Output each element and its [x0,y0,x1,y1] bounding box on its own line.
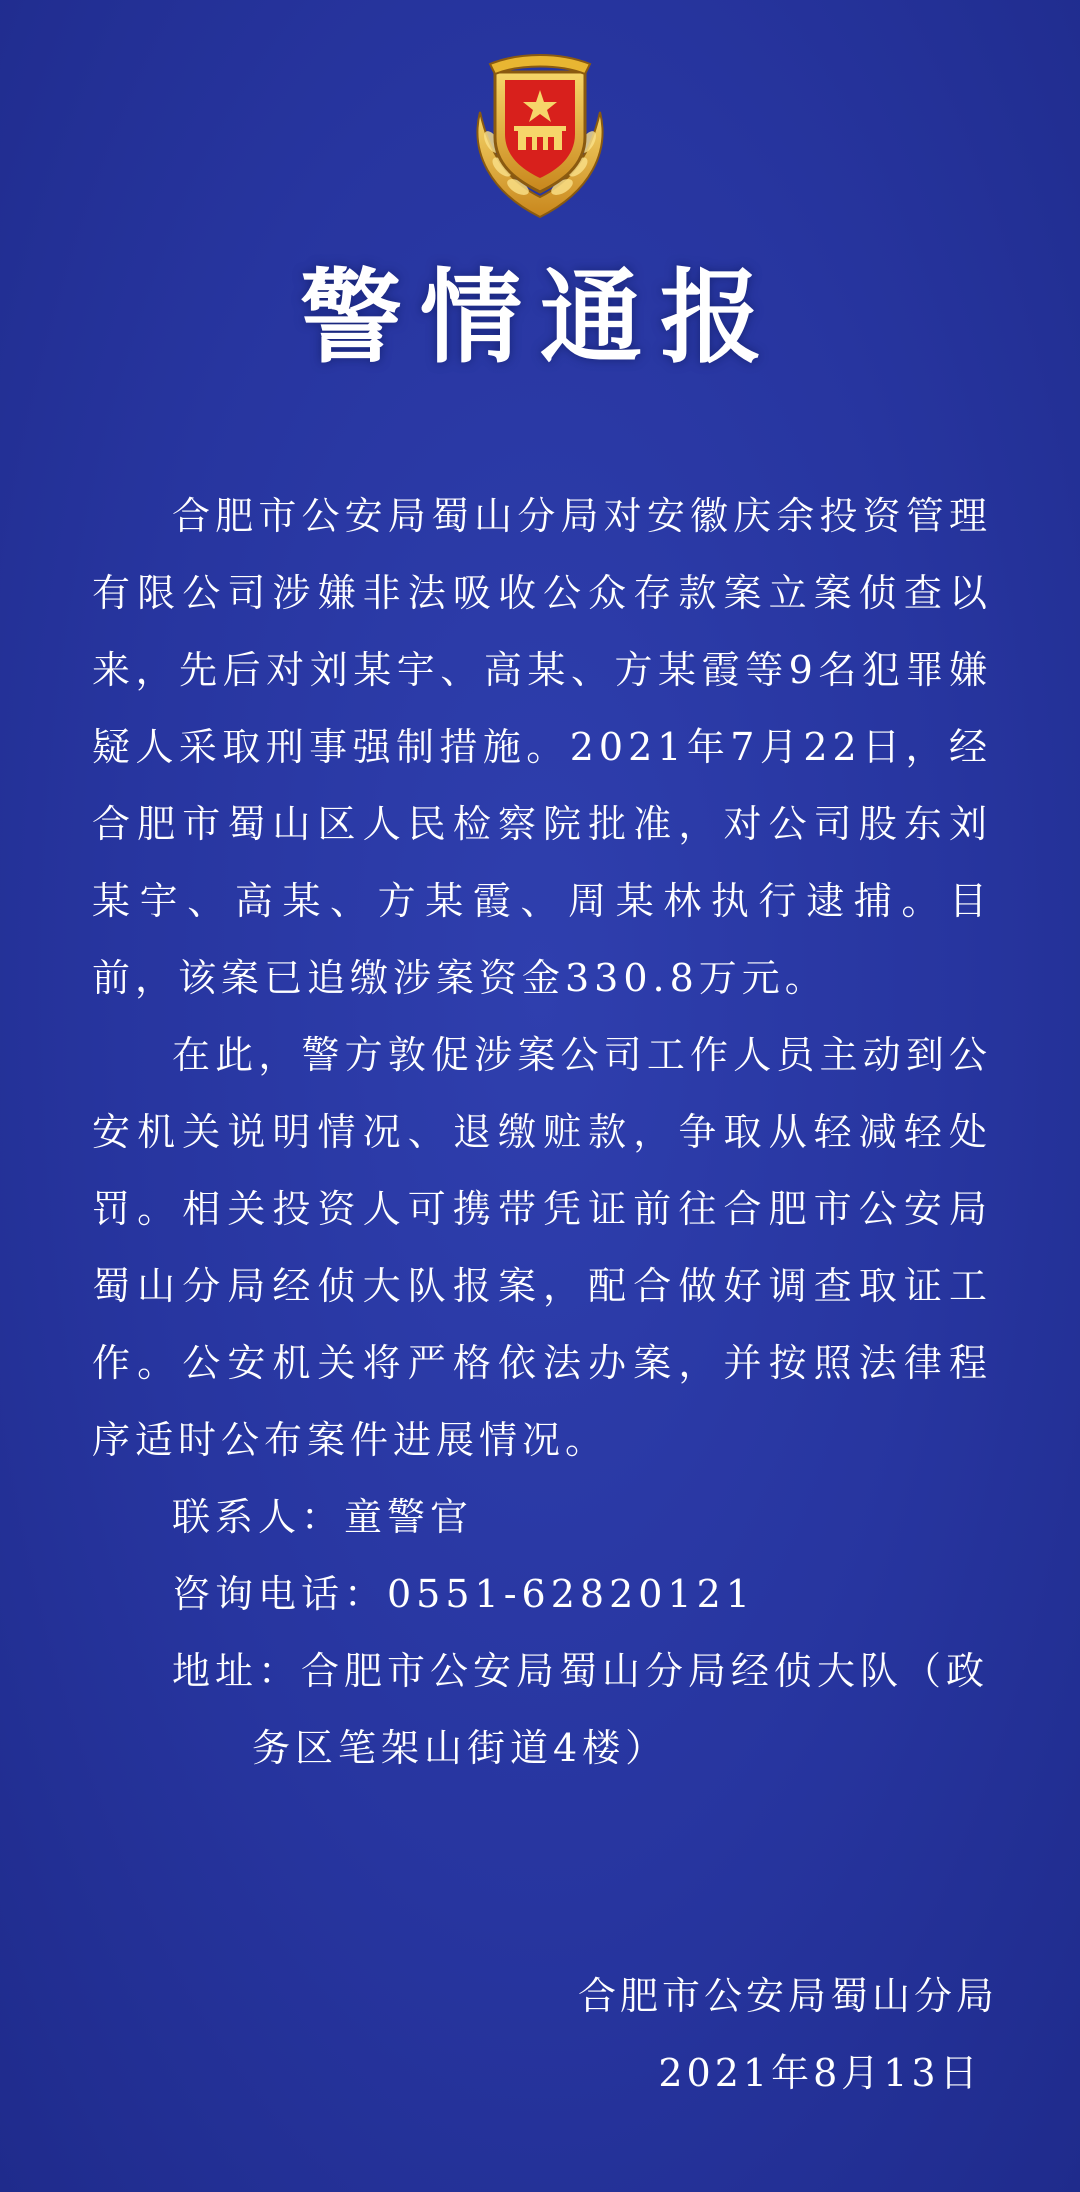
signature-block [578,1958,998,2112]
paragraph-appeal: 在此，警方敦促涉案公司工作人员主动到公安机关说明情况、退缴赃款，争取从轻减轻处罚。相关投资人可携带凭证前往合肥市公安局蜀山分局经侦大队报案，配合做好调查取证工作。公安机关将严格依法办案，并按照法律程序适时公布案件进展情况。 [92,1033,992,1462]
contact-phone: 咨询电话：0551-62820121 [172,1572,755,1616]
page-title: 警情通报 [300,259,780,378]
police-badge-icon [460,42,620,227]
contact-address: 地址：合肥市公安局蜀山分局经侦大队（政务区笔架山街道4楼） [172,1649,990,1770]
paragraph-case: 合肥市公安局蜀山分局对安徽庆余投资管理有限公司涉嫌非法吸收公众存款案立案侦查以来，先后对刘某宇、高某、方某霞等9名犯罪嫌疑人采取刑事强制措施。2021年7月22日，经合肥市蜀山区人民检察院批准，对公司股东刘某宇、高某、方某霞、周某林执行逮捕。目前，该案已追缴涉案资金330.8万元。 [92,494,992,1000]
contact-block [92,1479,992,1787]
issuer: 合肥市公安局蜀山分局 [577,1974,998,2018]
notice-body [92,478,992,1787]
contact-person: 联系人：童警官 [172,1495,474,1539]
issue-date: 2021年8月13日 [658,2051,982,2095]
